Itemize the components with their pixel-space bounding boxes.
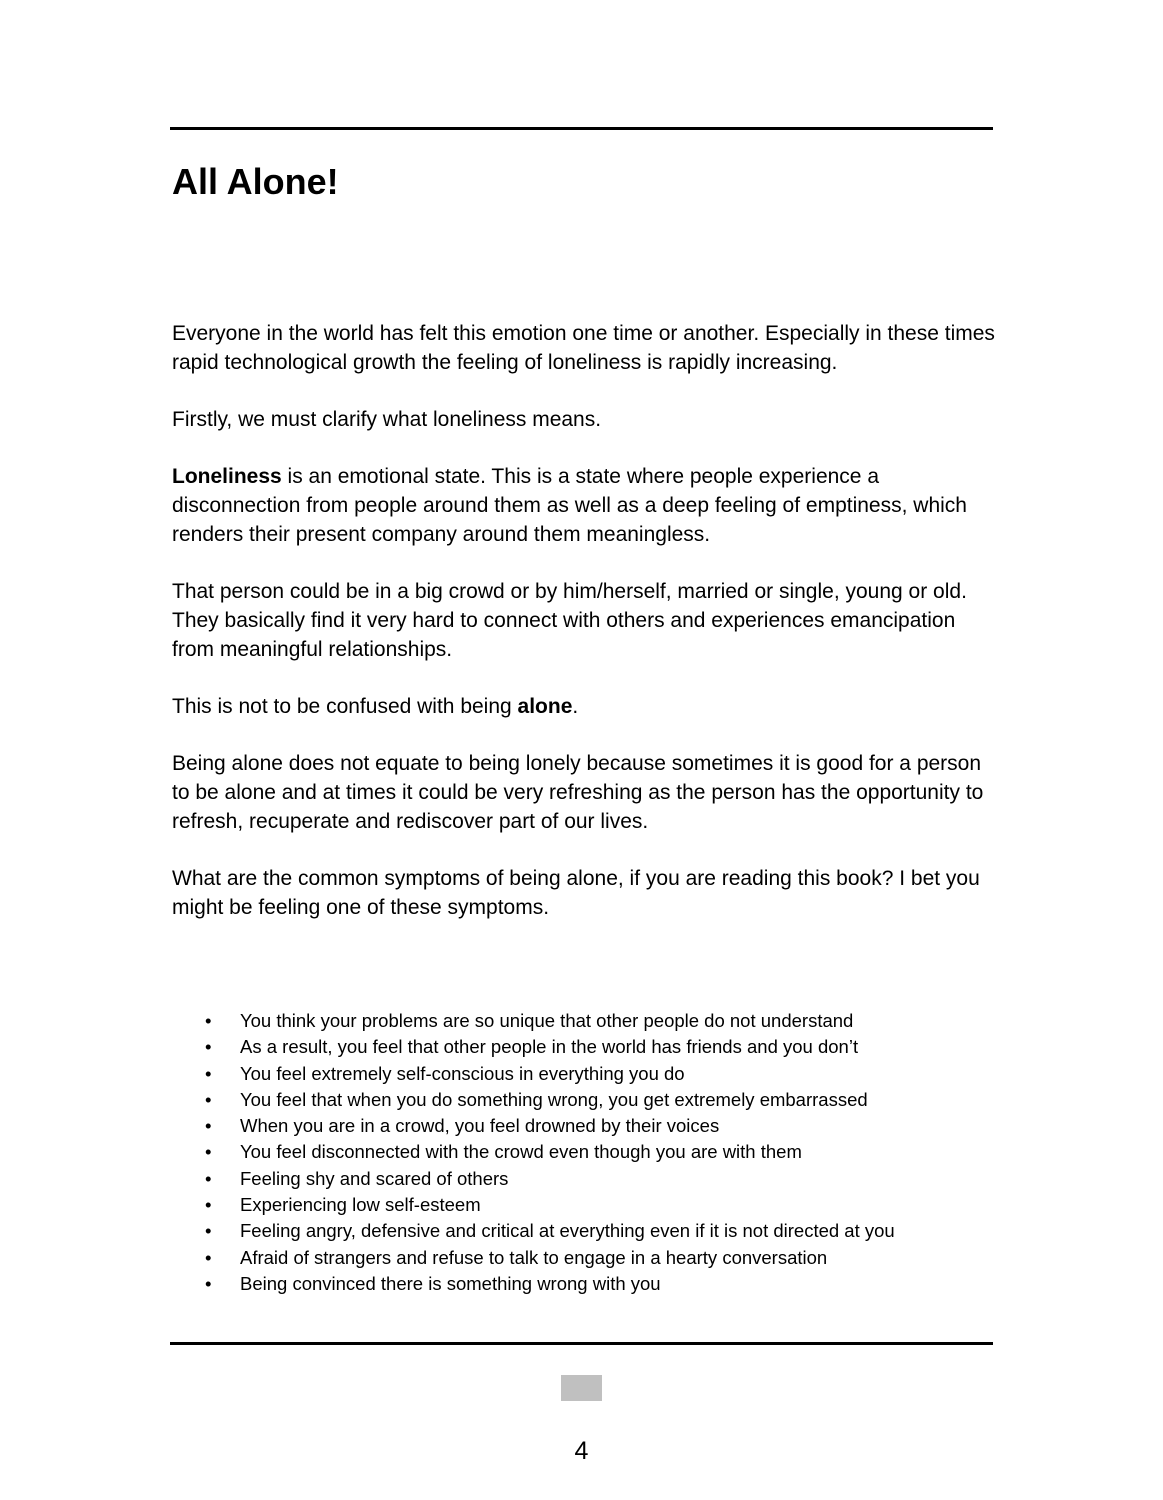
text-run: This is not to be confused with being: [172, 695, 518, 719]
bullet-icon: •: [205, 1220, 212, 1242]
paragraph: [172, 406, 1002, 435]
bullet-icon: •: [205, 1115, 212, 1137]
list-item-text: Experiencing low self-esteem: [240, 1194, 481, 1216]
text-run: .: [572, 695, 579, 719]
bullet-icon: •: [205, 1088, 212, 1110]
bold-term: alone: [517, 695, 573, 719]
list-item-text: You think your problems are so unique that other people do not understand: [240, 1010, 854, 1031]
paragraph: [172, 865, 1002, 922]
footer-rule: [170, 1342, 993, 1345]
text-run: Everyone in the world has felt this emotion one time or another. Especially in these times rapid technological growth the feeling of loneliness is rapidly increasing.: [172, 322, 995, 374]
list-item-text: You feel extremely self-conscious in everything you do: [240, 1062, 685, 1084]
list-item: [200, 1245, 1000, 1271]
list-item-text: Feeling angry, defensive and critical at everything even if it is not directed at you: [240, 1220, 895, 1242]
page-number: 4: [574, 1437, 589, 1465]
list-item: [200, 1087, 1000, 1113]
list-item: [200, 1218, 1000, 1244]
bullet-icon: •: [205, 1272, 212, 1294]
paragraph: [172, 693, 1002, 722]
bold-term: Loneliness: [172, 465, 282, 489]
paragraph: [172, 320, 1002, 377]
list-item: [200, 1034, 1000, 1060]
page-title: All Alone!: [172, 161, 339, 202]
bullet-icon: •: [205, 1167, 212, 1189]
list-item: [200, 1061, 1000, 1087]
list-item-text: You feel disconnected with the crowd even though you are with them: [240, 1141, 802, 1163]
bullet-icon: •: [205, 1062, 212, 1084]
body-text: [172, 320, 1002, 951]
bullet-icon: •: [205, 1141, 212, 1163]
bullet-icon: •: [205, 1194, 212, 1216]
list-item-text: You feel that when you do something wrong, you get extremely embarrassed: [240, 1088, 868, 1110]
list-item: [200, 1113, 1000, 1139]
text-run: That person could be in a big crowd or by him/herself, married or single, young or old. They basically find it very hard to connect with others and experiences emancipation from meaningful relationships.: [172, 580, 967, 661]
list-item-text: When you are in a crowd, you feel drowned by their voices: [240, 1115, 720, 1137]
list-item-text: Afraid of strangers and refuse to talk to engage in a hearty conversation: [240, 1246, 828, 1268]
list-item: [200, 1271, 1000, 1297]
paragraph: [172, 578, 1002, 664]
paragraph: [172, 463, 1002, 549]
list-item: [200, 1192, 1000, 1218]
text-run: is an emotional state. This is a state where people experience a disconnection from people around them as well as a deep feeling of emptiness, which renders their present company around them meaningless.: [172, 465, 967, 546]
text-run: Being alone does not equate to being lonely because sometimes it is good for a person to be alone and at times it could be very refreshing as the person has the opportunity to refresh, recuperate and rediscover part of our lives.: [172, 752, 984, 833]
list-item-text: Feeling shy and scared of others: [240, 1167, 509, 1189]
paragraph: [172, 750, 1002, 836]
text-run: What are the common symptoms of being alone, if you are reading this book? I bet you might be feeling one of these symptoms.: [172, 867, 980, 919]
text-run: Firstly, we must clarify what loneliness means.: [172, 408, 602, 432]
footer-gray-box: [561, 1375, 602, 1401]
bullet-icon: •: [205, 1010, 212, 1031]
header-rule: [170, 127, 993, 130]
list-item-text: As a result, you feel that other people in the world has friends and you don’t: [240, 1036, 859, 1058]
bullet-icon: •: [205, 1036, 212, 1058]
symptom-list: [200, 1008, 1000, 1297]
list-item: [200, 1008, 1000, 1034]
list-item-text: Being convinced there is something wrong with you: [240, 1272, 661, 1294]
bullet-icon: •: [205, 1246, 212, 1268]
list-item: [200, 1166, 1000, 1192]
list-item: [200, 1139, 1000, 1165]
